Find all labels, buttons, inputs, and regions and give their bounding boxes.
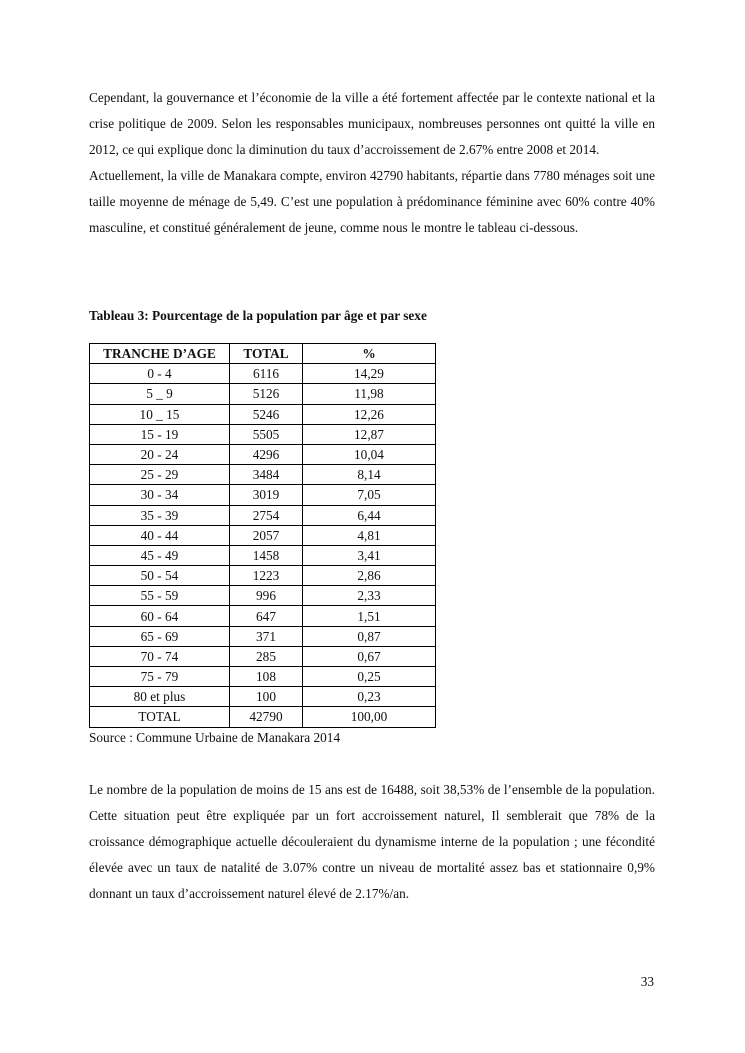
cell-age-group: 45 - 49 xyxy=(90,545,230,565)
cell-age-group: 55 - 59 xyxy=(90,586,230,606)
cell-age-group: 0 - 4 xyxy=(90,364,230,384)
cell-age-group: 80 et plus xyxy=(90,687,230,707)
table-row xyxy=(90,646,436,666)
header-percent: % xyxy=(303,344,436,364)
table-row xyxy=(90,424,436,444)
table-row xyxy=(90,707,436,727)
table-body xyxy=(90,364,436,727)
cell-age-group: 15 - 19 xyxy=(90,424,230,444)
cell-age-group: 70 - 74 xyxy=(90,646,230,666)
cell-age-group: 25 - 29 xyxy=(90,465,230,485)
table-row xyxy=(90,485,436,505)
cell-percent: 11,98 xyxy=(303,384,436,404)
cell-total: 996 xyxy=(230,586,303,606)
header-age-group: TRANCHE D’AGE xyxy=(90,344,230,364)
table-row xyxy=(90,384,436,404)
cell-total: 647 xyxy=(230,606,303,626)
cell-percent: 1,51 xyxy=(303,606,436,626)
intro-paragraph: Cependant, la gouvernance et l’économie de la ville a été fortement affectée par le contexte national et la crise politique de 2009. Selon les responsables municipaux, nombreuses personnes ont quitté la ville en 2012, ce qui explique donc la diminution du taux d’accroissement de 2.67% entre 2008 et 2014. xyxy=(89,90,655,157)
cell-total: 2754 xyxy=(230,505,303,525)
cell-percent: 3,41 xyxy=(303,545,436,565)
cell-age-group: TOTAL xyxy=(90,707,230,727)
cell-age-group: 40 - 44 xyxy=(90,525,230,545)
table-row xyxy=(90,505,436,525)
table-row xyxy=(90,687,436,707)
cell-total: 2057 xyxy=(230,525,303,545)
table-row xyxy=(90,586,436,606)
population-table xyxy=(89,343,436,728)
cell-total: 1223 xyxy=(230,566,303,586)
table-row xyxy=(90,566,436,586)
table-row xyxy=(90,606,436,626)
cell-age-group: 50 - 54 xyxy=(90,566,230,586)
cell-total: 3484 xyxy=(230,465,303,485)
intro-text xyxy=(89,85,655,241)
table-caption: Tableau 3: Pourcentage de la population par âge et par sexe xyxy=(89,308,427,323)
cell-total: 5246 xyxy=(230,404,303,424)
cell-percent: 6,44 xyxy=(303,505,436,525)
page-number: 33 xyxy=(640,974,654,989)
cell-percent: 8,14 xyxy=(303,465,436,485)
table-row xyxy=(90,626,436,646)
cell-age-group: 30 - 34 xyxy=(90,485,230,505)
cell-total: 285 xyxy=(230,646,303,666)
cell-percent: 0,23 xyxy=(303,687,436,707)
cell-percent: 10,04 xyxy=(303,444,436,464)
table-row xyxy=(90,404,436,424)
table-row xyxy=(90,444,436,464)
cell-percent: 0,25 xyxy=(303,667,436,687)
header-total: TOTAL xyxy=(230,344,303,364)
cell-percent: 100,00 xyxy=(303,707,436,727)
table-row xyxy=(90,525,436,545)
table-row xyxy=(90,667,436,687)
table-row xyxy=(90,364,436,384)
analysis-text xyxy=(89,777,655,907)
cell-total: 100 xyxy=(230,687,303,707)
cell-total: 5126 xyxy=(230,384,303,404)
table-row xyxy=(90,545,436,565)
cell-age-group: 20 - 24 xyxy=(90,444,230,464)
cell-percent: 4,81 xyxy=(303,525,436,545)
cell-age-group: 35 - 39 xyxy=(90,505,230,525)
cell-age-group: 75 - 79 xyxy=(90,667,230,687)
table-header-row xyxy=(90,344,436,364)
cell-percent: 2,86 xyxy=(303,566,436,586)
cell-percent: 12,87 xyxy=(303,424,436,444)
cell-percent: 0,87 xyxy=(303,626,436,646)
cell-age-group: 5 _ 9 xyxy=(90,384,230,404)
cell-percent: 0,67 xyxy=(303,646,436,666)
table-row xyxy=(90,465,436,485)
cell-total: 371 xyxy=(230,626,303,646)
intro-paragraph: Actuellement, la ville de Manakara compte, environ 42790 habitants, répartie dans 7780 ménages soit une taille moyenne de ménage de 5,49. C’est une population à prédominance féminine avec 60% contre 40% masculine, et constitué généralement de jeune, comme nous le montre le tableau ci-dessous. xyxy=(89,168,655,235)
cell-percent: 2,33 xyxy=(303,586,436,606)
cell-age-group: 10 _ 15 xyxy=(90,404,230,424)
cell-age-group: 65 - 69 xyxy=(90,626,230,646)
analysis-paragraph: Le nombre de la population de moins de 15 ans est de 16488, soit 38,53% de l’ensemble de la population. Cette situation peut être expliquée par un fort accroissement naturel, Il semblerait que 78% de la croissance démographique actuelle découleraient du dynamisme interne de la population ; une fécondité élevée avec un taux de natalité de 3.07% contre un niveau de mortalité assez bas et stationnaire 0,9% donnant un taux d’accroissement naturel élevé de 2.17%/an. xyxy=(89,782,655,901)
table-source: Source : Commune Urbaine de Manakara 2014 xyxy=(89,730,341,745)
cell-percent: 14,29 xyxy=(303,364,436,384)
cell-total: 108 xyxy=(230,667,303,687)
cell-total: 42790 xyxy=(230,707,303,727)
cell-total: 6116 xyxy=(230,364,303,384)
cell-age-group: 60 - 64 xyxy=(90,606,230,626)
cell-percent: 12,26 xyxy=(303,404,436,424)
cell-total: 5505 xyxy=(230,424,303,444)
cell-total: 1458 xyxy=(230,545,303,565)
cell-total: 4296 xyxy=(230,444,303,464)
cell-percent: 7,05 xyxy=(303,485,436,505)
cell-total: 3019 xyxy=(230,485,303,505)
